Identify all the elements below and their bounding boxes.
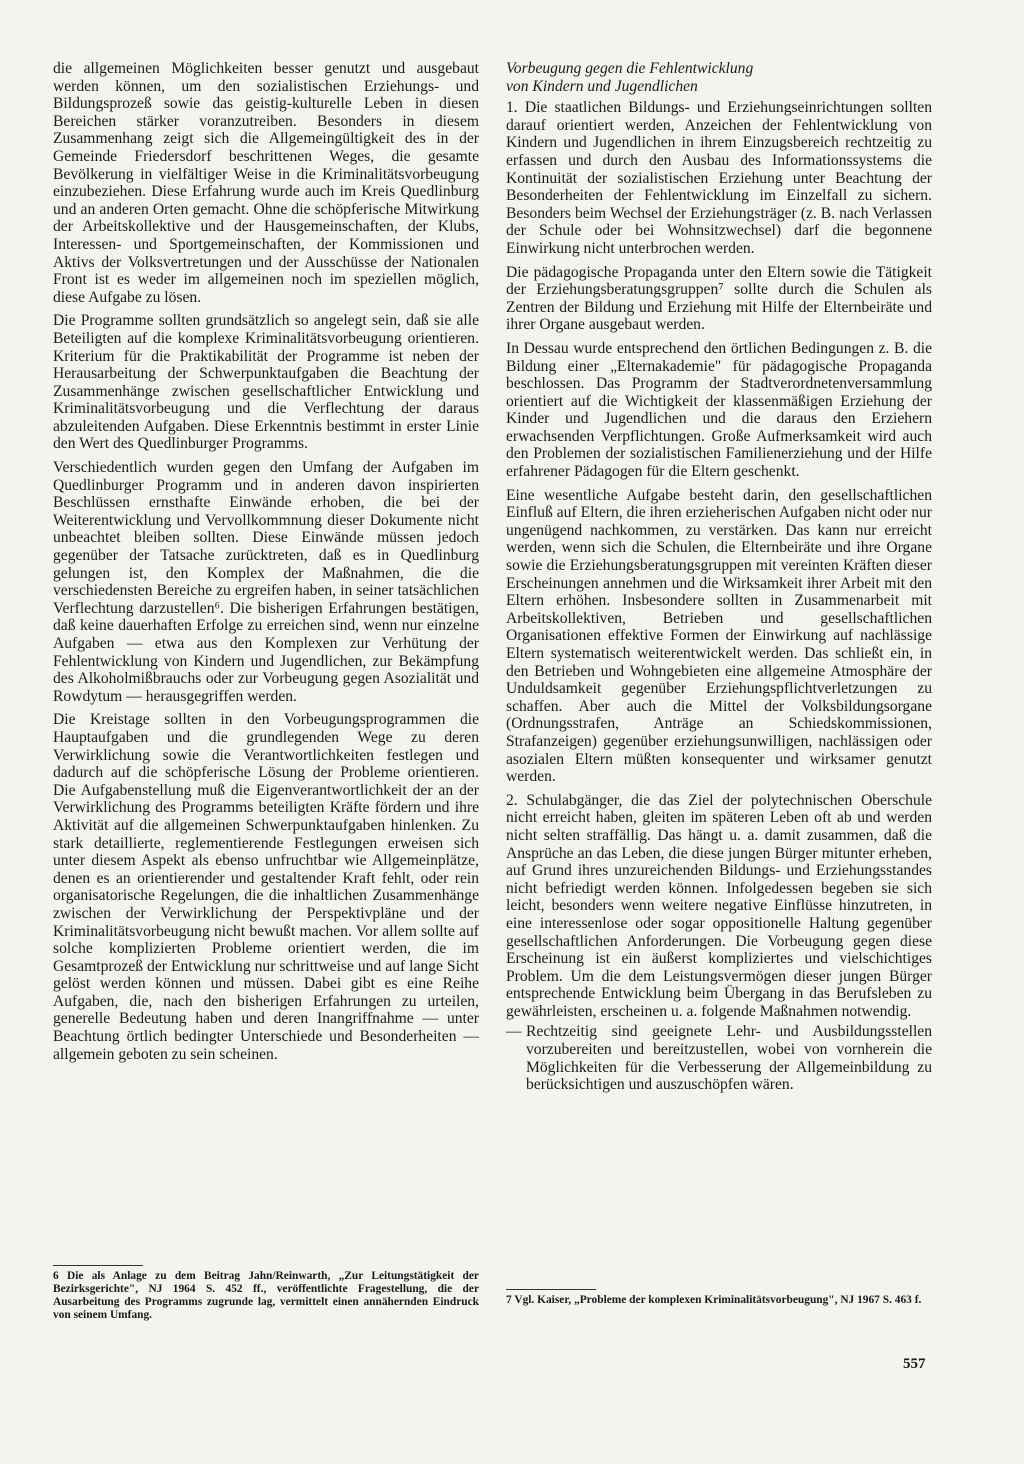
footnote-divider-right (506, 1289, 596, 1290)
section-heading-line-2: von Kindern und Jugendlichen (506, 77, 698, 95)
right-paragraph-3: In Dessau wurde entsprechend den örtlichen Bedingungen z. B. die Bildung einer „Elternakademie" für pädagogische Propaganda beschlossen. Das Programm der Stadtverordnetenversammlung orientiert auf die Wichtigkeit der klassenmäßigen Erziehung der Kinder und Jugendlichen und die daraus den Erziehern erwachsenden Verpflichtungen. Große Aufmerksamkeit wird auch den Problemen der sozialistischen Familienerziehung und der Hilfe erfahrener Pädagogen für die Eltern geschenkt. (506, 339, 932, 481)
right-paragraph-4: Eine wesentliche Aufgabe besteht darin, den gesellschaftlichen Einfluß auf Eltern, die ihren erzieherischen Aufgaben nicht oder nur ungenügend nachkommen, zu verstärken. Das kann nur erreicht werden, wenn sich die Schulen, die Elternbeiräte und ihre Organe sowie die Erziehungsberatungsgruppen mit vereinten Kräften dieser Erscheinungen annehmen und die Wirksamkeit ihrer Arbeit mit den Eltern erhöhen. Insbesondere sollten in Zusammenarbeit mit Arbeitskollektiven, Betrieben und gesellschaftlichen Organisationen effektive Formen der Einwirkung auf nachlässige Eltern systematisch weiterentwickelt werden. Das schließt ein, in den Betrieben und Wohngebieten eine allgemeine Atmosphäre der Unduldsamkeit gegenüber Erziehungspflichtverletzungen zu schaffen. Aber auch die Mittel der Volksbildungsorgane (Ordnungsstrafen, Anträge an Schiedskommissionen, Strafanzeigen) gegenüber erziehungsunwilligen, nachlässigen oder asozialen Eltern müßten konsequenter und wirksamer genutzt werden. (506, 486, 932, 786)
left-paragraph-3: Verschiedentlich wurden gegen den Umfang der Aufgaben im Quedlinburger Programm und in anderen davon inspirierten Beschlüssen ernsthafte Einwände erhoben, die bei der Weiterentwicklung und Vervollkommnung dieser Dokumente nicht unbeachtet bleiben sollten. Diese Einwände müssen jedoch gegenüber der Tatsache zurücktreten, daß es in Quedlinburg gelungen ist, den Komplex der Maßnahmen, die die verschiedensten Bereiche zu ergreifen haben, in seiner tatsächlichen Verflechtung darzustellen⁶. Die bisherigen Erfahrungen bestätigen, daß keine dauerhaften Erfolge zu erreichen sind, wenn nur einzelne Aufgaben — etwa aus den Komplexen zur Verhütung der Fehlentwicklung von Kindern und Jugendlichen, zur Bekämpfung des Alkoholmißbrauchs oder zur Vorbeugung gegen Asozialität und Rowdytum — herausgegriffen werden. (53, 459, 479, 705)
page-number: 557 (903, 1356, 926, 1372)
footnote-7: 7 Vgl. Kaiser, „Probleme der komplexen Kriminalitätsvorbeugung", NJ 1967 S. 463 f. (506, 1294, 922, 1306)
left-paragraph-2: Die Programme sollten grundsätzlich so angelegt sein, daß sie alle Beteiligten auf die komplexe Kriminalitätsvorbeugung orientieren. Kriterium für die Praktikabilität der Programme ist neben der Herausarbeitung der Schwerpunktaufgaben die Beachtung der Zusammenhänge zwischen gesellschaftlicher Entwicklung und Kriminalitätsvorbeugung und die Verflechtung der daraus abzuleitenden Aufgaben. Diese Erkenntnis bestimmt in erster Linie den Wert des Quedlinburger Programms. (53, 312, 479, 453)
right-paragraph-1: 1. Die staatlichen Bildungs- und Erziehungseinrichtungen sollten darauf orientiert werden, Anzeichen der Fehlentwicklung von Kindern und Jugendlichen in ihrem Einzugsbereich rechtzeitig zu erfassen und durch den Ausbau des Informationssystems die Kontinuität der sozialistischen Erziehung unter Beachtung der Besonderheiten der Fehlentwicklung im Einzelfall zu sichern. Besonders beim Wechsel der Erziehungsträger (z. B. nach Verlassen der Schule oder bei Wohnsitzwechsel) darf die begonnene Einwirkung nicht unterbrochen werden. (506, 99, 932, 257)
left-paragraph-1: die allgemeinen Möglichkeiten besser genutzt und ausgebaut werden können, um den sozialistischen Erziehungs- und Bildungsprozeß sowie das geistig-kulturelle Leben in diesen Bereichen stärker voranzutreiben. Besonders in diesem Zusammenhang zeigt sich die Allgemeingültigkeit des in der Gemeinde Friedersdorf beschrittenen Weges, die gesamte Bevölkerung in vielfältiger Weise in die Kriminalitätsvorbeugung einzubeziehen. Diese Erfahrung wurde auch im Kreis Quedlinburg und an anderen Orten gemacht. Ohne die schöpferische Mitwirkung der Arbeitskollektive und der Hausgemeinschaften, der Klubs, Interessen- und Sportgemeinschaften, der Kommissionen und Aktivs der Volksvertretungen und der Ausschüsse der Nationalen Front ist es weder im allgemeinen noch im speziellen möglich, diese Aufgabe zu lösen. (53, 60, 479, 306)
footnote-6: 6 Die als Anlage zu dem Beitrag Jahn/Reinwarth, „Zur Leitungstätigkeit der Bezirksgerichte", NJ 1964 S. 452 ff., veröffentlichte Fragestellung, die der Ausarbeitung des Programms zugrunde lag, vermittelt einen annähernden Eindruck von seinem Umfang. (53, 1270, 479, 1321)
section-heading (506, 60, 932, 95)
section-heading-line-1: Vorbeugung gegen die Fehlentwicklung (506, 60, 754, 77)
left-paragraph-4: Die Kreistage sollten in den Vorbeugungsprogrammen die Hauptaufgaben und die grundlegenden Wege zu deren Verwirklichung sowie die Verantwortlichkeiten festlegen und dadurch auf die schöpferische Lösung der Probleme orientieren. Die Aufgabenstellung muß die Eigenverantwortlichkeit der an der Verwirklichung des Programms beteiligten Kräfte fördern und ihre Aktivität auf die allgemeinen Schwerpunktaufgaben hinlenken. Zu stark detaillierte, reglementierende Festlegungen erweisen sich unter diesem Aspekt als ebenso unfruchtbar wie Allgemeinplätze, denen es an orientierender und gestaltender Kraft fehlt, oder rein organisatorische Regelungen, die die inhaltlichen Zusammenhänge zwischen der Verwirklichung der Perspektivpläne und der Kriminalitätsvorbeugung nicht bewußt machen. Vor allem sollte auf solche komplizierten Probleme orientiert werden, die im Gesamtprozeß der Entwicklung nur schrittweise und auf lange Sicht gelöst werden können und müssen. Dabei gibt es eine Reihe Aufgaben, die, nach den bisherigen Erfahrungen zu urteilen, generelle Bedeutung haben und deren Inangriffnahme — unter Beachtung örtlich bedingter Unterschiede und Besonderheiten — allgemein geboten zu sein scheinen. (53, 711, 479, 1063)
right-paragraph-2: Die pädagogische Propaganda unter den Eltern sowie die Tätigkeit der Erziehungsberatungsgruppen⁷ sollte durch die Schulen als Zentren der Bildung und Erziehung mit Hilfe der Elternbeiräte und ihrer Organe ausgebaut werden. (506, 263, 932, 334)
dash-bullet: — (506, 1023, 522, 1041)
dash-list-item-text: Rechtzeitig sind geeignete Lehr- und Ausbildungsstellen vorzubereiten und bereitzustellen, wobei von vornherein die Möglichkeiten für die Verbesserung der Allgemeinbildung zu berücksichtigen und auszuschöpfen wären. (526, 1023, 932, 1094)
dash-list-item (506, 1023, 932, 1093)
right-paragraph-5: 2. Schulabgänger, die das Ziel der polytechnischen Oberschule nicht erreicht haben, gleiten im späteren Leben oft ab und werden nicht selten straffällig. Das hängt u. a. damit zusammen, daß die Ansprüche an das Leben, die diese jungen Bürger mitunter erheben, auf Grund ihres unzureichenden Bildungs- und Erziehungsstandes nicht befriedigt werden können. Infolgedessen begeben sie sich leicht, besonders wenn weitere negative Einflüsse hinzutreten, in eine interessenlose oder sogar oppositionelle Haltung gegenüber gesellschaftlichen Anforderungen. Die Vorbeugung gegen diese Erscheinung ist ein äußerst kompliziertes und vielschichtiges Problem. Um die dem Leistungsvermögen dieser jungen Bürger entsprechende Entwicklung beim Übergang in das Berufsleben zu gewährleisten, erscheinen u. a. folgende Maßnahmen notwendig. (506, 791, 932, 1020)
right-column (506, 60, 932, 1100)
footnote-divider-left (53, 1265, 143, 1266)
left-column (53, 60, 479, 1069)
